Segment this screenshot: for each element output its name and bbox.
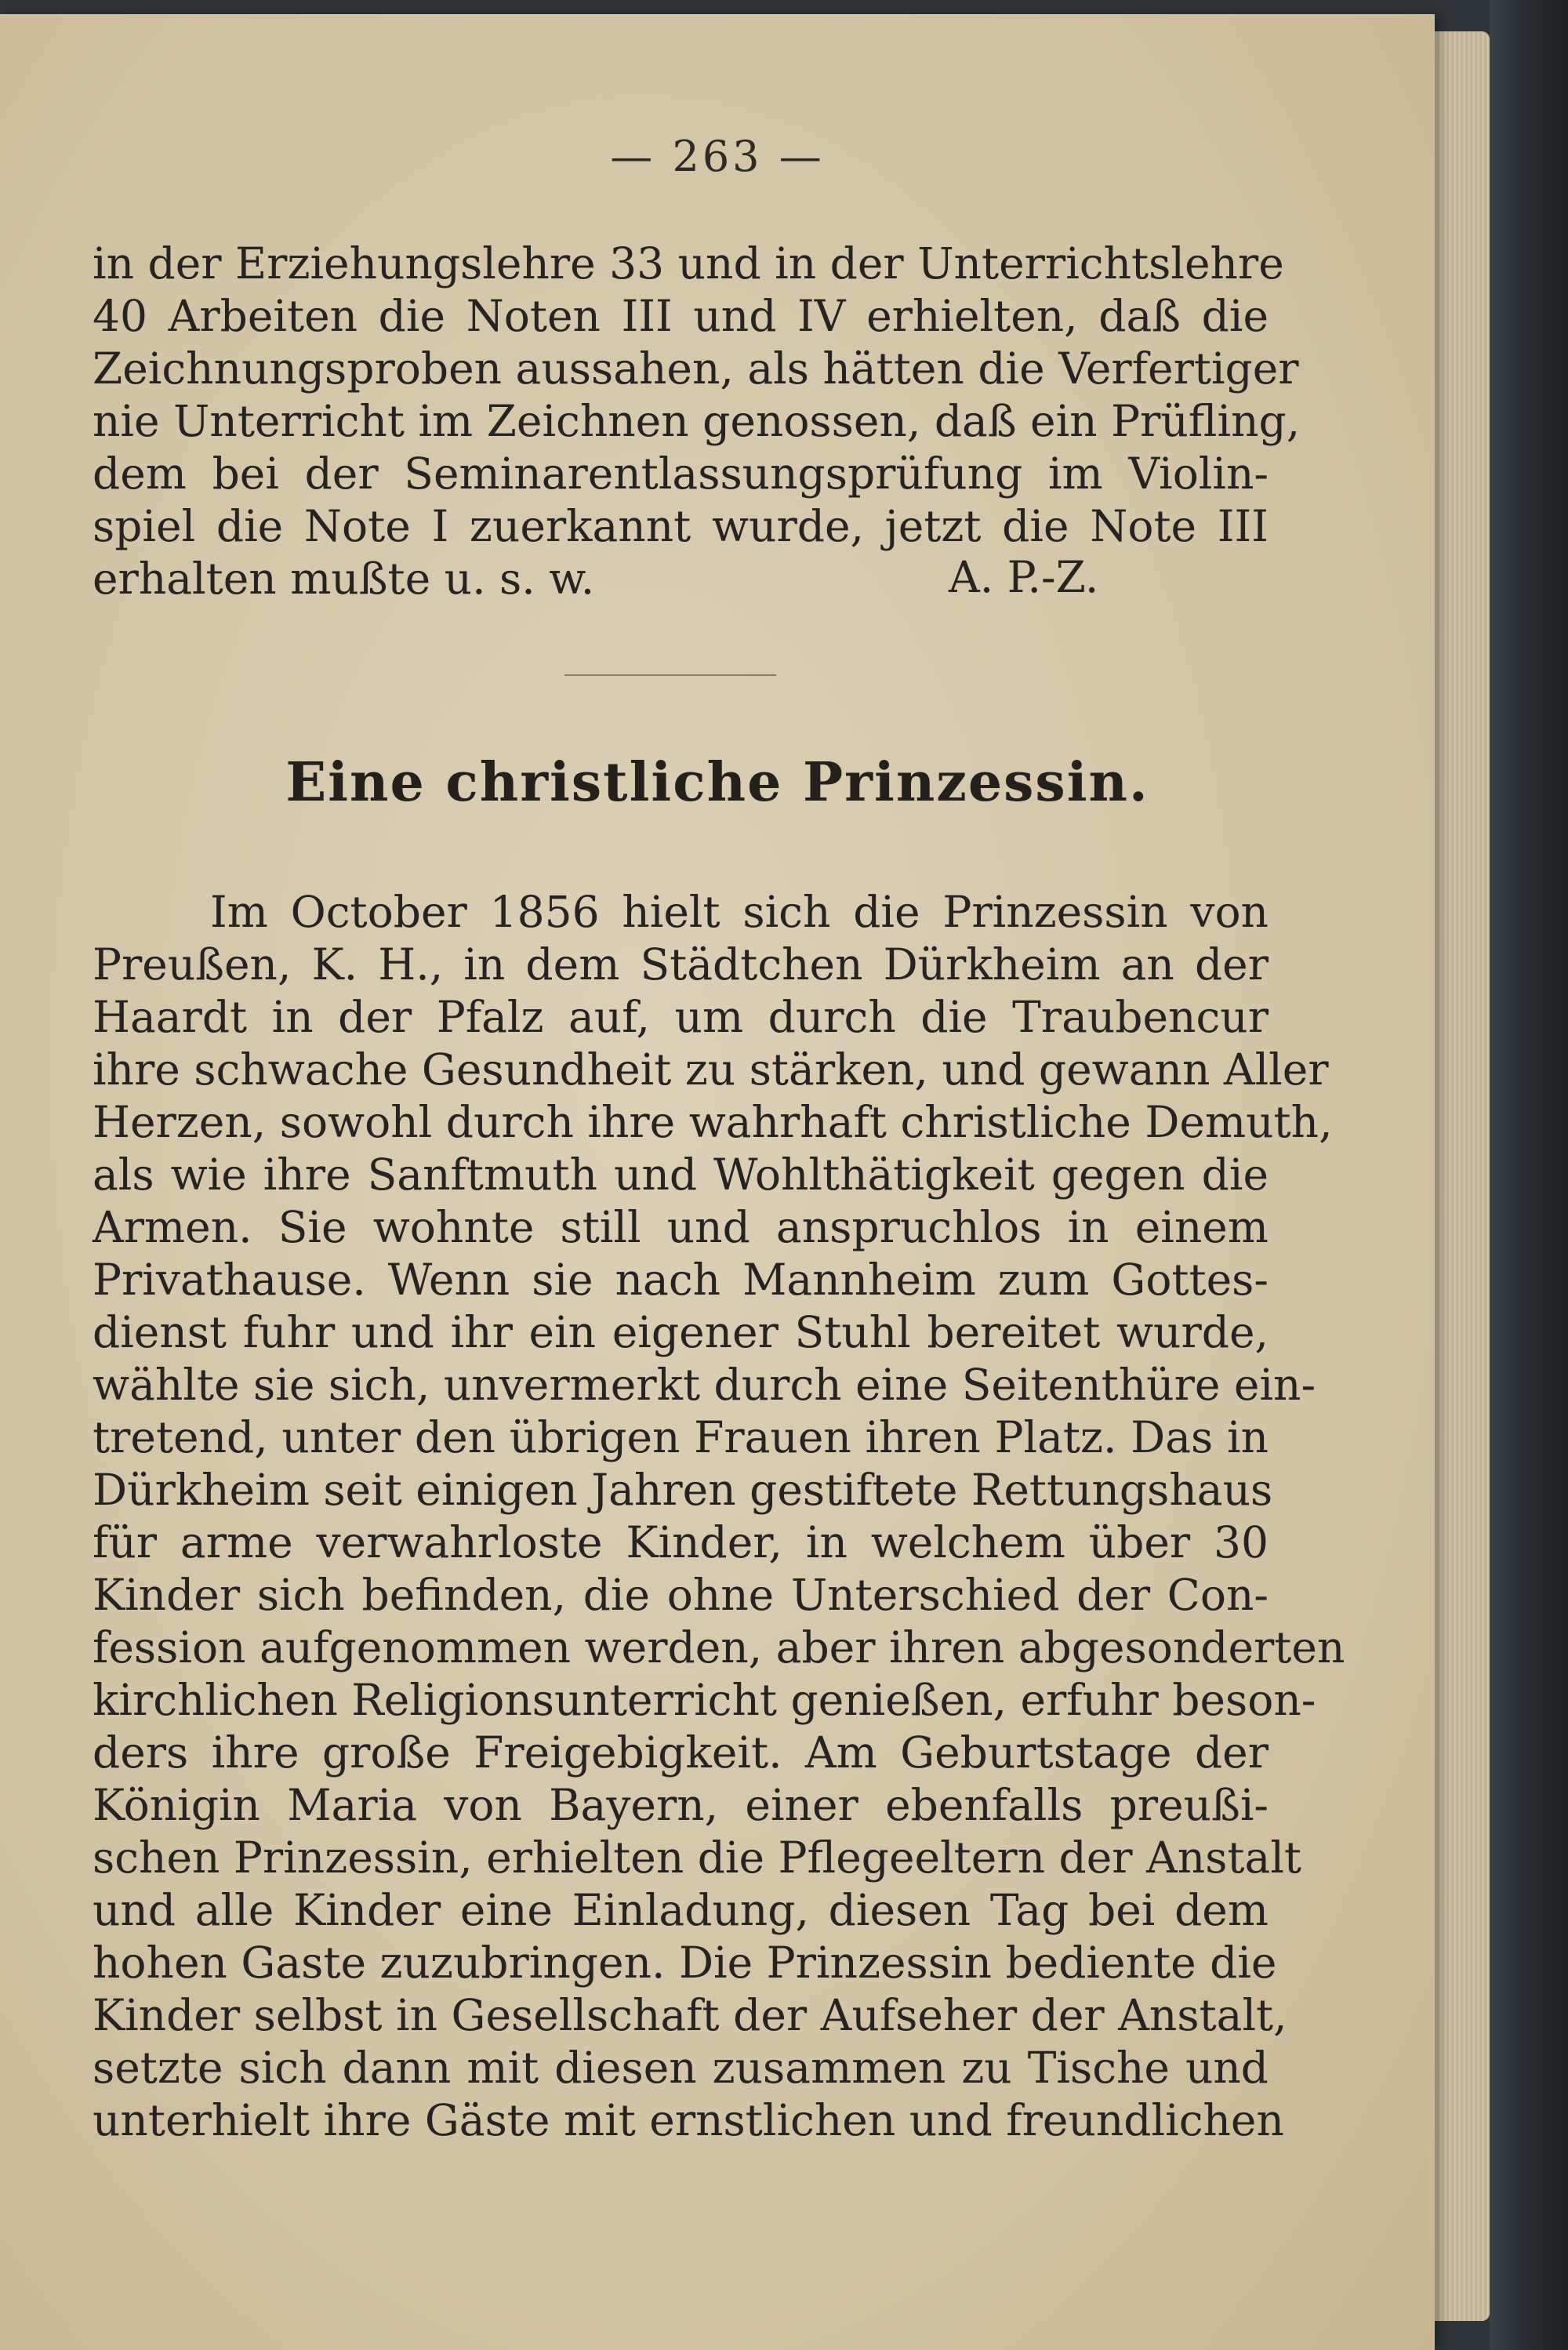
- section-divider: [564, 674, 776, 676]
- text-block-article: [93, 886, 1345, 2147]
- text-line: unterhielt ihre Gäste mit ernstlichen und freundlichen: [93, 2095, 1284, 2145]
- text-line: Privathause. Wenn sie nach Mannheim zum Gottes-: [93, 1255, 1269, 1305]
- text-line: kirchlichen Religionsunterricht genießen, erfuhr beson-: [93, 1675, 1316, 1725]
- text-line: fession aufgenommen werden, aber ihren abgesonderten: [93, 1622, 1345, 1673]
- text-line: schen Prinzessin, erhielten die Pflegeeltern der Anstalt: [93, 1832, 1302, 1883]
- text-line: für arme verwahrloste Kinder, in welchem über 30: [93, 1517, 1269, 1567]
- text-line: spiel die Note I zuerkannt wurde, jetzt die Note III: [93, 501, 1269, 551]
- text-line: Kinder selbst in Gesellschaft der Aufseher der Anstalt,: [93, 1990, 1287, 2040]
- text-line: Preußen, K. H., in dem Städtchen Dürkheim an der: [93, 939, 1269, 990]
- text-line: wählte sie sich, unvermerkt durch eine Seitenthüre ein-: [93, 1360, 1316, 1410]
- text-line: und alle Kinder eine Einladung, diesen Tag bei dem: [93, 1885, 1269, 1935]
- text-line: 40 Arbeiten die Noten III und IV erhielten, daß die: [93, 291, 1269, 341]
- text-line: tretend, unter den übrigen Frauen ihren Platz. Das in: [93, 1412, 1269, 1462]
- text-line: Haardt in der Pfalz auf, um durch die Traubencur: [93, 992, 1269, 1042]
- text-line: Königin Maria von Bayern, einer ebenfalls preußi-: [93, 1780, 1269, 1830]
- text-line: erhalten mußte u. s. w.: [93, 554, 595, 604]
- text-line: hohen Gaste zuzubringen. Die Prinzessin bediente die: [93, 1938, 1277, 1988]
- text-line: dienst fuhr und ihr ein eigener Stuhl bereitet wurde,: [93, 1307, 1269, 1357]
- text-line: setzte sich dann mit diesen zusammen zu Tische und: [93, 2043, 1269, 2093]
- text-line: nie Unterricht im Zeichnen genossen, daß ein Prüfling,: [93, 396, 1301, 446]
- text-line: Dürkheim seit einigen Jahren gestiftete Rettungshaus: [93, 1465, 1273, 1515]
- text-line: Zeichnungsproben aussahen, als hätten die Verfertiger: [93, 343, 1299, 394]
- text-line: dem bei der Seminarentlassungsprüfung im Violin-: [93, 449, 1269, 499]
- author-signature: A. P.-Z.: [949, 552, 1099, 602]
- text-line: Kinder sich befinden, die ohne Unterschied der Con-: [93, 1570, 1269, 1620]
- text-line: als wie ihre Sanftmuth und Wohlthätigkeit gegen die: [93, 1150, 1269, 1200]
- text-line: Im October 1856 hielt sich die Prinzessin von: [210, 887, 1269, 937]
- text-line: ihre schwache Gesundheit zu stärken, und gewann Aller: [93, 1044, 1329, 1095]
- text-line: in der Erziehungslehre 33 und in der Unterrichtslehre: [93, 238, 1284, 289]
- section-title: Eine christliche Prinzessin.: [285, 751, 1149, 814]
- text-line: Armen. Sie wohnte still und anspruchlos in einem: [93, 1202, 1269, 1252]
- page-number: — 263 —: [610, 132, 825, 181]
- text-block-continuation: [93, 238, 1301, 605]
- book-cover: [1490, 0, 1568, 2350]
- text-line: ders ihre große Freigebigkeit. Am Geburtstage der: [93, 1727, 1269, 1778]
- text-line: Herzen, sowohl durch ihre wahrhaft christliche Demuth,: [93, 1097, 1333, 1147]
- book-page: [0, 14, 1435, 2350]
